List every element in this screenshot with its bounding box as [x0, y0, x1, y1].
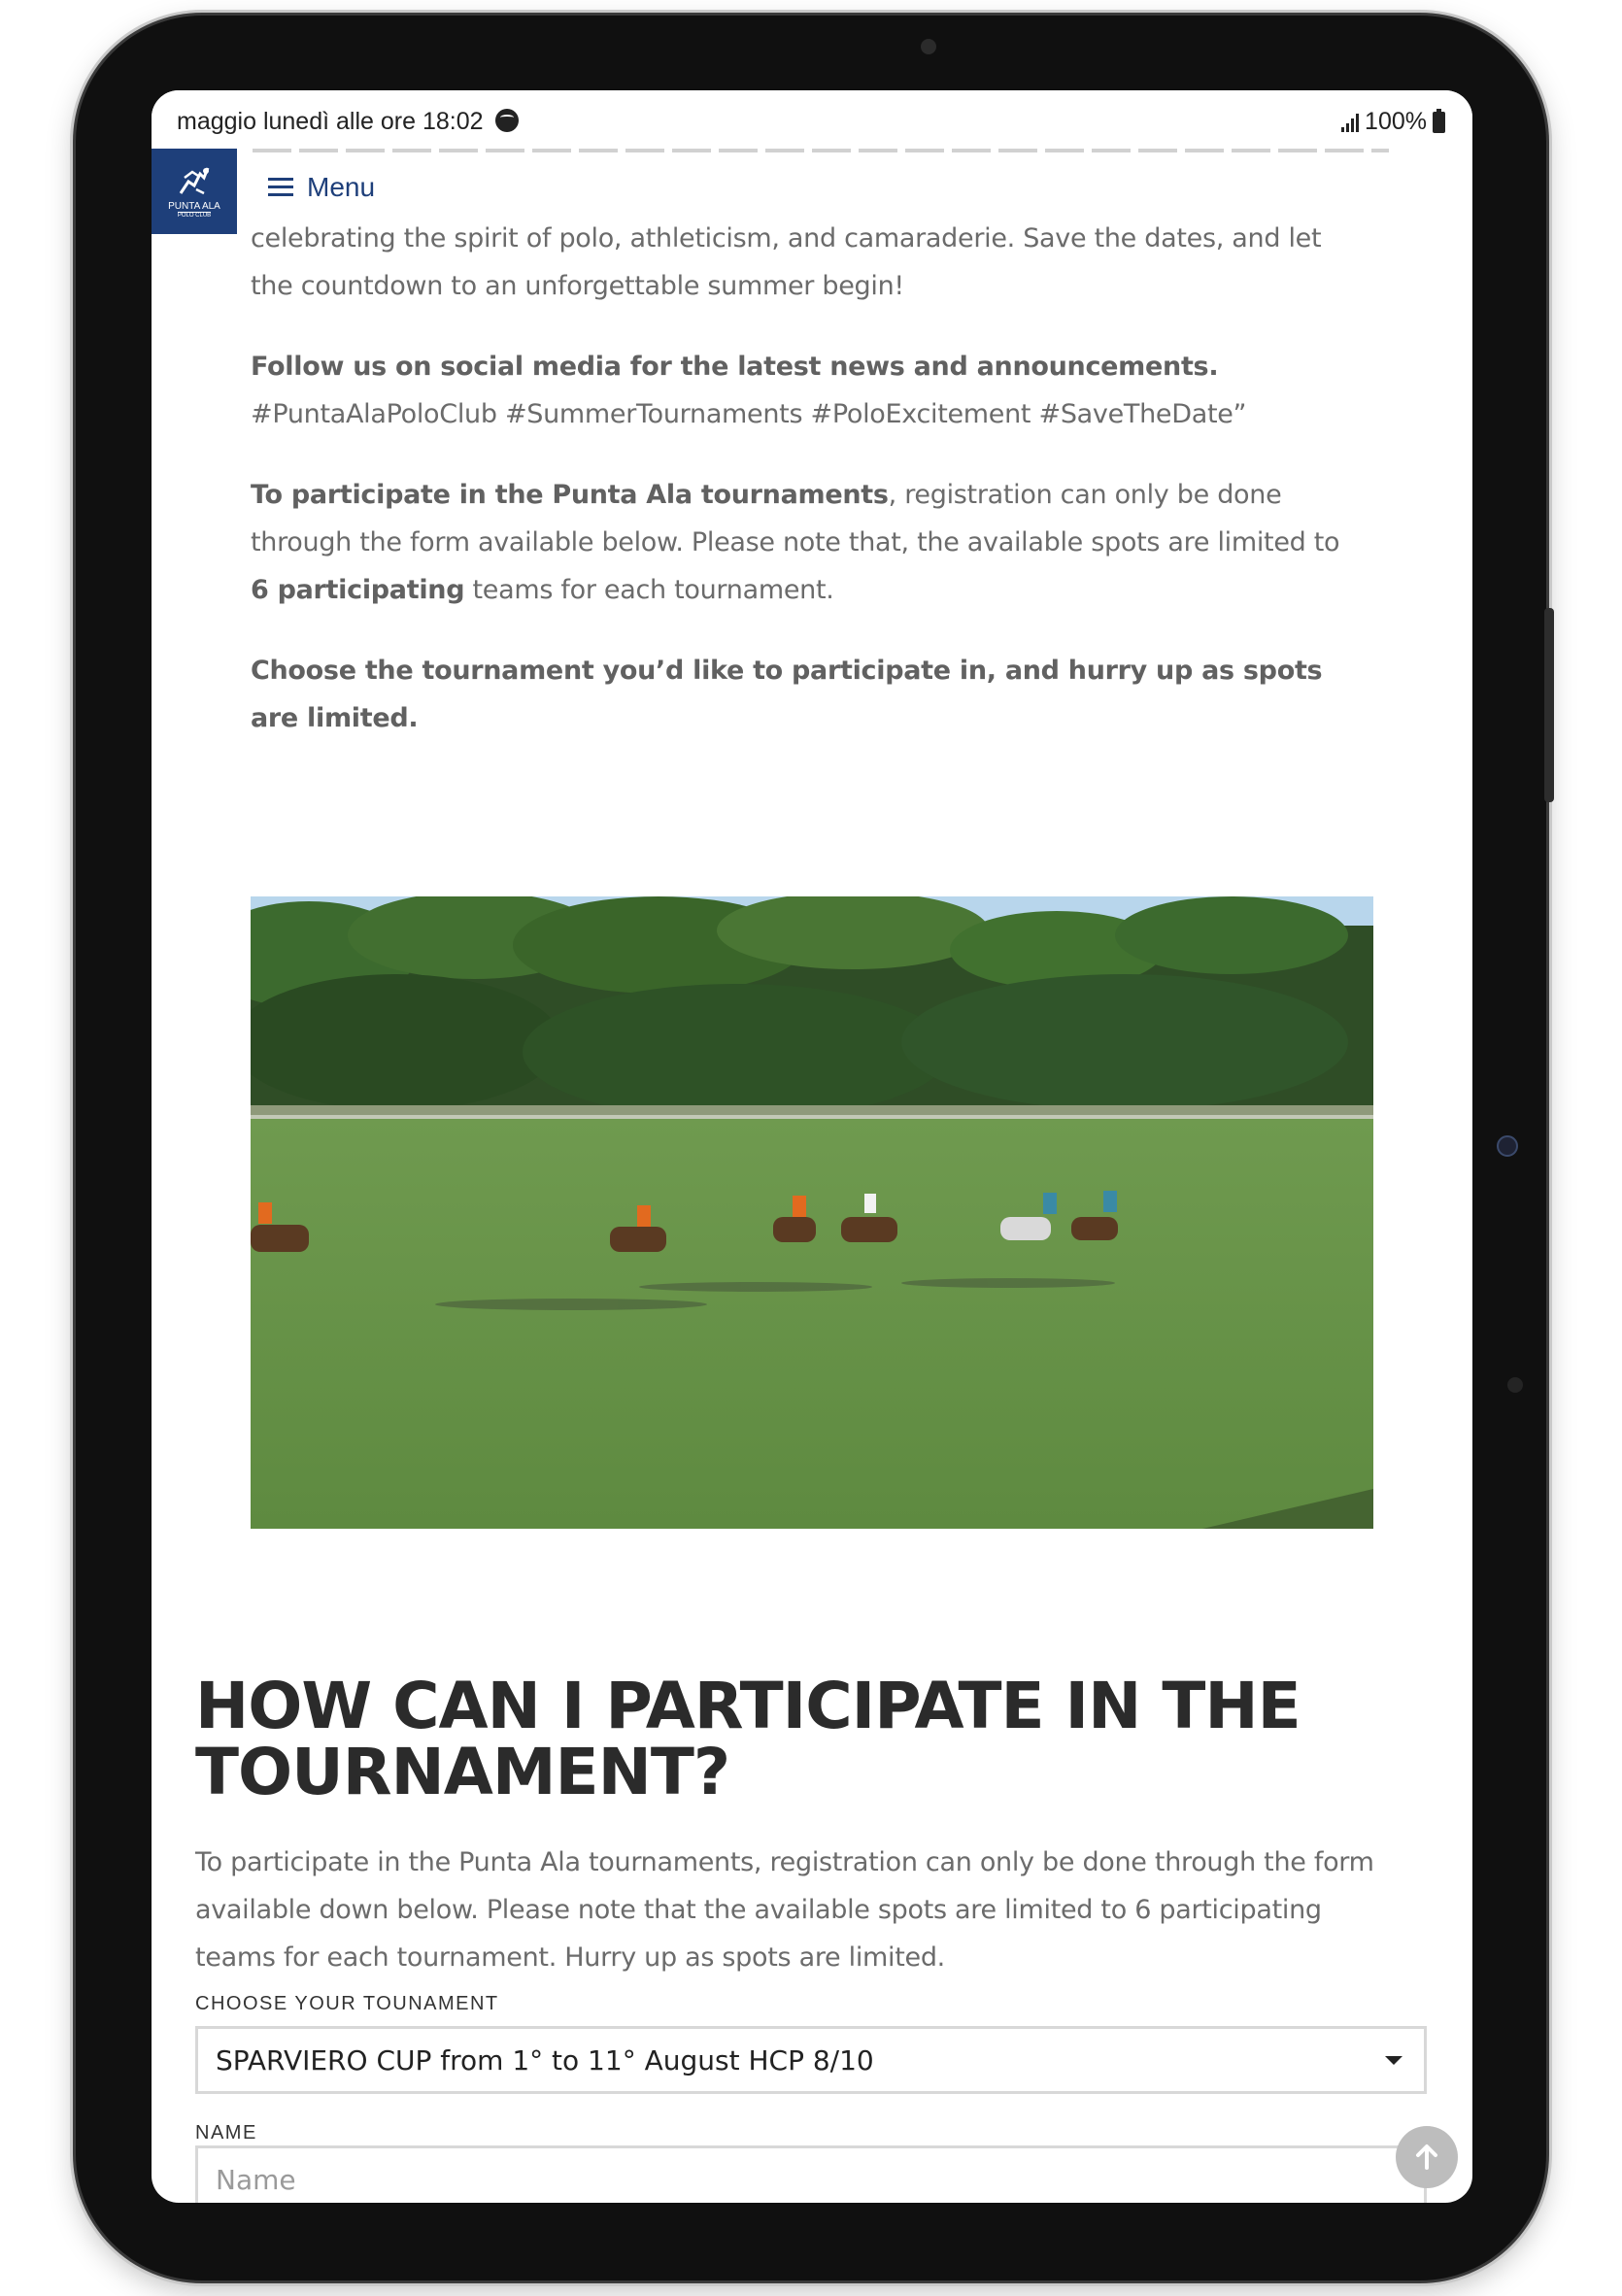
- signal-icon: [1341, 113, 1359, 132]
- battery-percent: 100%: [1365, 108, 1427, 135]
- paragraph-1: celebrating the spirit of polo, athleticism, and camaraderie. Save the dates, and let the countdown to an unforgettable summer begin!: [251, 223, 1322, 301]
- hashtags: #PuntaAlaPoloClub #SummerTournaments #PoloExcitement #SaveTheDate”: [251, 399, 1247, 429]
- polo-field-photo: [251, 896, 1373, 1529]
- p3-text-2: teams for each tournament.: [464, 575, 834, 605]
- caret-down-icon: [1385, 2056, 1402, 2065]
- status-right: [1341, 108, 1445, 136]
- section-intro: To participate in the Punta Ala tournaments, registration can only be done through the form available down below. Please note that the available spots are limited to 6 participating teams for each tournament. Hurry up as spots are limited.: [195, 1847, 1374, 1973]
- polo-player-logo-icon: [175, 164, 214, 199]
- p4-bold: Choose the tournament you’d like to participate in, and hurry up as spots are limited.: [251, 656, 1323, 733]
- name-input[interactable]: [195, 2145, 1427, 2203]
- battery-icon: [1433, 112, 1445, 133]
- arrow-up-icon: [1410, 2141, 1443, 2174]
- site-logo[interactable]: [152, 149, 237, 234]
- p3-bold-1: To participate in the Punta Ala tournaments: [251, 480, 889, 510]
- logo-text: PUNTA ALA: [168, 200, 220, 212]
- status-left: [177, 108, 519, 136]
- name-label: NAME: [195, 2122, 257, 2144]
- section-heading: HOW CAN I PARTICIPATE IN THE TOURNAMENT?: [195, 1669, 1301, 1809]
- social-callout: Follow us on social media for the latest news and announcements.: [251, 352, 1219, 382]
- tournament-selected-value: SPARVIERO CUP from 1° to 11° August HCP 8/10: [216, 2043, 874, 2077]
- side-camera: [1497, 1135, 1518, 1157]
- paragraph-2: [251, 343, 1358, 438]
- side-sensor: [1507, 1377, 1523, 1393]
- tournament-select[interactable]: [195, 2026, 1427, 2094]
- back-to-top-button[interactable]: [1396, 2126, 1458, 2188]
- front-camera: [921, 39, 936, 54]
- status-datetime: maggio lunedì alle ore 18:02: [177, 108, 484, 135]
- logo-subtext: POLO CLUB: [177, 212, 212, 219]
- spotify-icon: [495, 109, 519, 132]
- p3-bold-2: 6 participating: [251, 575, 465, 605]
- p3-text-1: , registration can only be done through the form available below. Please note that, the available spots are limited to: [251, 480, 1340, 557]
- tournament-label: CHOOSE YOUR TOUNAMENT: [195, 1993, 499, 2014]
- paragraph-3: [251, 471, 1358, 614]
- article-body: [251, 215, 1358, 775]
- menu-button[interactable]: [268, 172, 375, 203]
- screen: [152, 90, 1472, 2203]
- menu-label: Menu: [307, 172, 376, 202]
- side-button: [1544, 608, 1554, 802]
- paragraph-4: [251, 647, 1358, 742]
- hamburger-icon: [268, 178, 293, 197]
- status-bar: [152, 90, 1472, 149]
